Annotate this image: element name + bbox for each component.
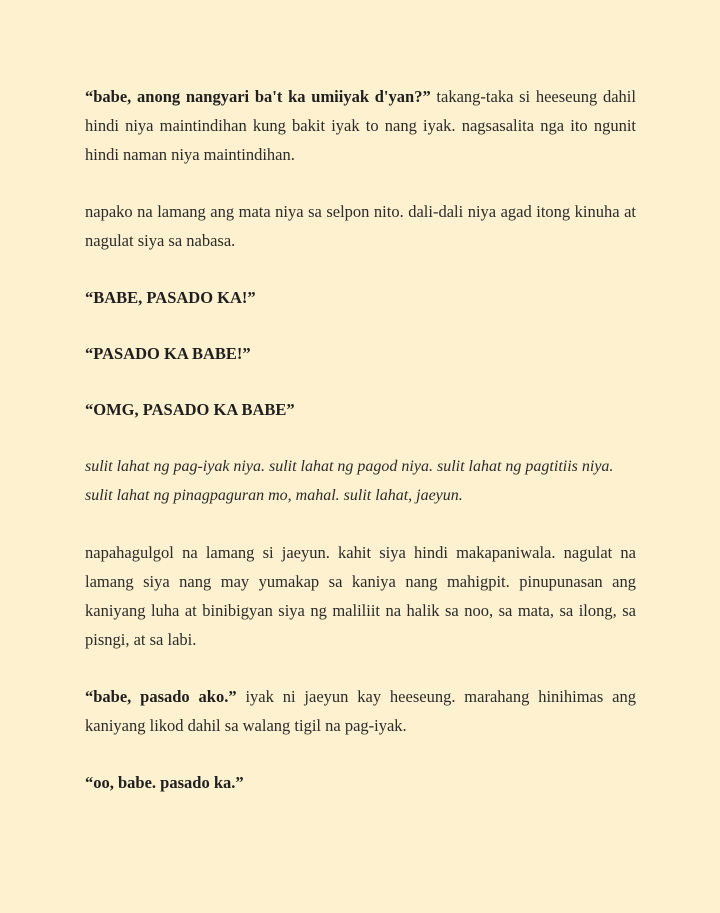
narration-4: iyak ni jaeyun kay heeseung. marahang hinihimas ang kaniyang likod dahil sa walang tigil na pag-iyak. (85, 687, 636, 735)
story-text (85, 82, 636, 825)
paragraph-3 (85, 283, 636, 312)
italic-line-2: sulit lahat ng pinagpaguran mo, mahal. sulit lahat, jaeyun. (85, 487, 463, 504)
italic-line-1: sulit lahat ng pag-iyak niya. sulit lahat ng pagod niya. sulit lahat ng pagtitiis niya. (85, 458, 614, 475)
paragraph-8 (85, 682, 636, 740)
narration-1: takang-taka si heeseung dahil hindi niya maintindihan kung bakit iyak to nang iyak. nagsasalita nga ito ngunit hindi naman niya maintindihan. (85, 87, 636, 164)
paragraph-7 (85, 538, 636, 654)
paragraph-4 (85, 339, 636, 368)
paragraph-5 (85, 395, 636, 424)
message-2: “PASADO KA BABE!” (85, 344, 251, 363)
narration-3: napahagulgol na lamang si jaeyun. kahit siya hindi makapaniwala. nagulat na lamang siya nang may yumakap sa kaniya nang mahigpit. pinupunasan ang kaniyang luha at binibigyan siya ng maliliit na halik sa noo, sa mata, sa ilong, sa pisngi, at sa labi. (85, 543, 636, 649)
narration-2: napako na lamang ang mata niya sa selpon nito. dali-dali niya agad itong kinuha at nagulat siya sa nabasa. (85, 202, 636, 250)
message-1: “BABE, PASADO KA!” (85, 288, 256, 307)
paragraph-2 (85, 197, 636, 255)
dialogue-heeseung-question: “babe, anong nangyari ba't ka umiiyak d'yan?” (85, 87, 431, 106)
message-3: “OMG, PASADO KA BABE” (85, 400, 295, 419)
paragraph-1 (85, 82, 636, 169)
dialogue-heeseung-answer: “oo, babe. pasado ka.” (85, 773, 244, 792)
paragraph-9 (85, 768, 636, 797)
dialogue-jaeyun: “babe, pasado ako.” (85, 687, 237, 706)
paragraph-6 (85, 452, 636, 510)
